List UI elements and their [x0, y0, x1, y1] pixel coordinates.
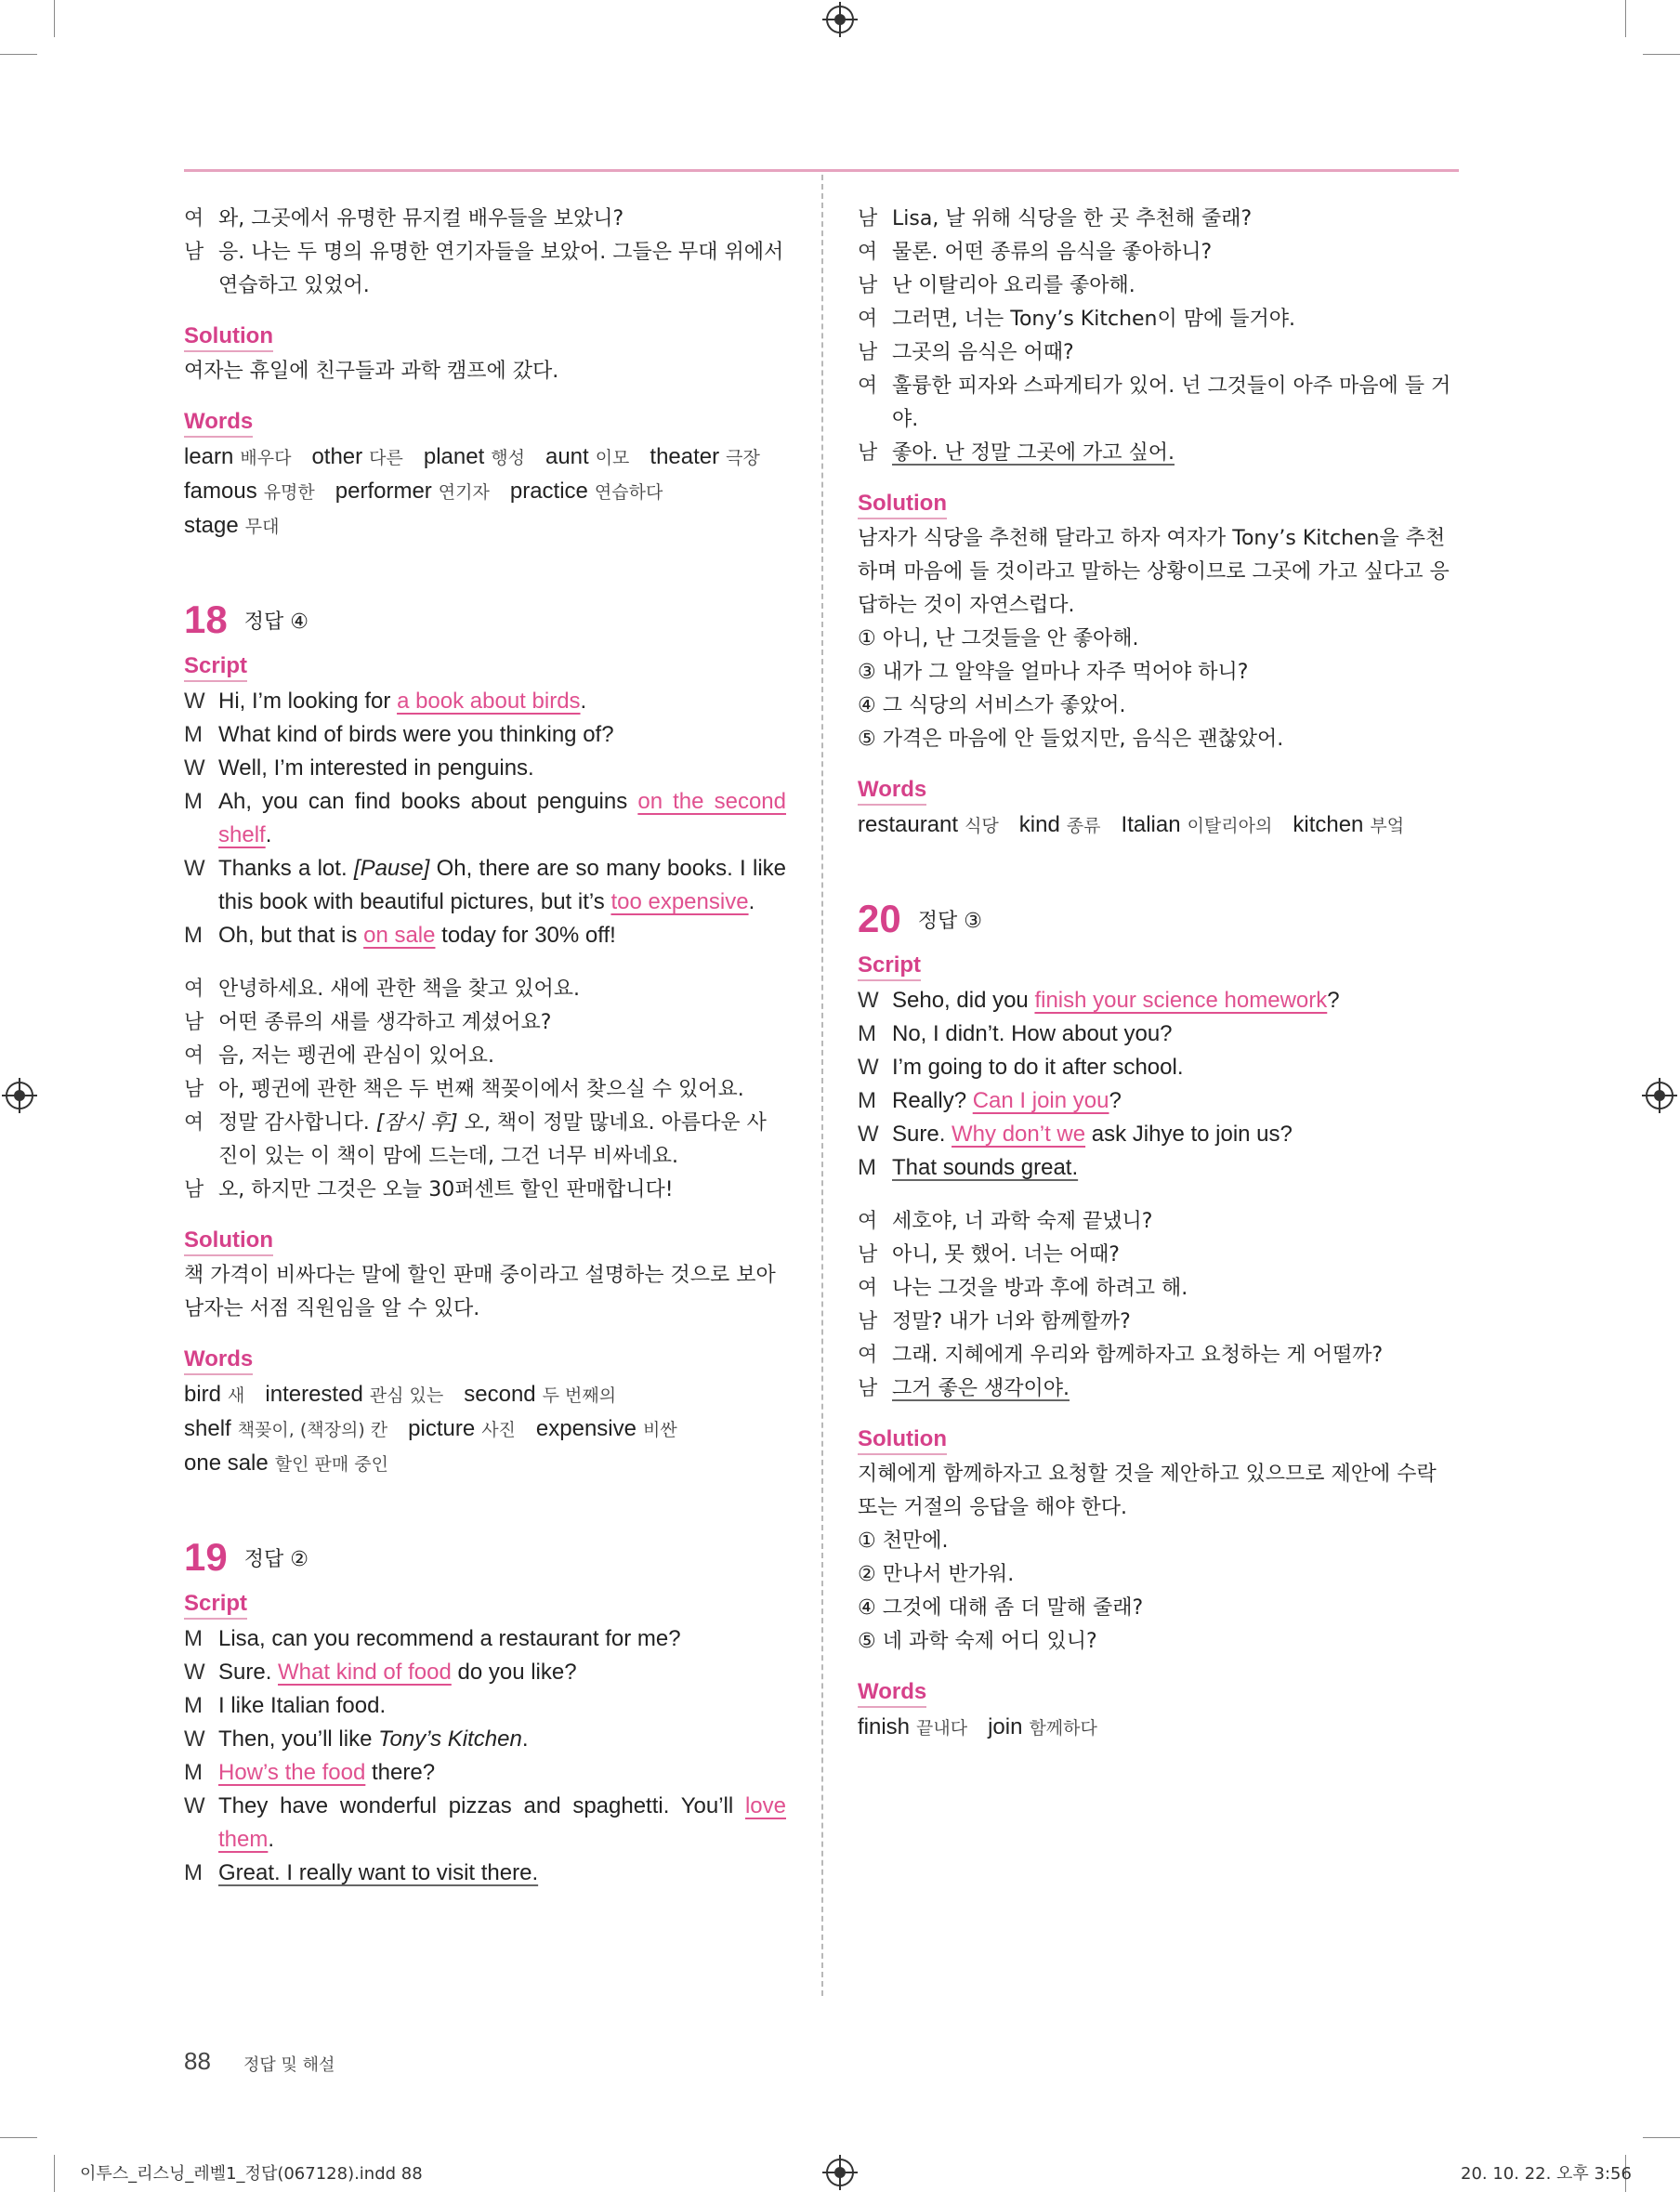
question-number: 19 [184, 1535, 228, 1579]
script-line: M What kind of birds were you thinking of? [184, 722, 614, 747]
script-heading: Script [184, 1591, 786, 1617]
script-line: M That sounds great. [858, 1155, 1079, 1180]
solution-heading: Solution [184, 1227, 786, 1254]
question-number: 20 [858, 897, 901, 940]
translation-line: 여 훌륭한 피자와 스파게티가 있어. 넌 그것들이 아주 마음에 들 거야. [858, 374, 1451, 431]
solution-heading: Solution [858, 1426, 1460, 1452]
script-line: M No, I didn’t. How about you? [858, 1021, 1173, 1046]
answer-label: 정답 ④ [243, 610, 308, 634]
crop-mark [0, 54, 37, 55]
translation-line: 남 오, 하지만 그것은 오늘 30퍼센트 할인 판매합니다! [184, 1178, 674, 1201]
script-line: M How’s the food there? [184, 1760, 436, 1785]
answer-label: 정답 ② [243, 1547, 308, 1571]
script-line: W Then, you’ll like Tony’s Kitchen. [184, 1726, 529, 1752]
script-heading: Script [858, 952, 1460, 978]
registration-mark-icon [826, 2159, 854, 2186]
script-line: M Great. I really want to visit there. [184, 1860, 539, 1885]
translation-line: 여 음, 저는 펭귄에 관심이 있어요. [184, 1044, 494, 1068]
crop-mark [1625, 0, 1626, 37]
script-line: M I like Italian food. [184, 1693, 387, 1718]
registration-mark-icon [826, 6, 854, 33]
translation-line: 남 그곳의 음식은 어때? [858, 341, 1074, 364]
question-number: 18 [184, 597, 228, 641]
words-heading: Words [858, 1679, 1460, 1705]
translation-line: 남 좋아. 난 정말 그곳에 가고 싶어. [858, 441, 1175, 465]
right-column [858, 203, 1460, 1745]
words-list: learn 배우다 other 다른 planet 행성 aunt 이모 theater 극장 famous 유명한 performer 연기자 practice 연습하다 stage 무대 [184, 444, 760, 538]
script-heading: Script [184, 653, 786, 679]
crop-mark [54, 2155, 55, 2192]
script-line: W Well, I’m interested in penguins. [184, 755, 534, 781]
crop-mark [0, 2137, 37, 2138]
script-line: W Sure. Why don’t we ask Jihye to join us? [858, 1122, 1293, 1147]
option-line: ② 만나서 반가워. [858, 1563, 1015, 1586]
crop-mark [1643, 54, 1680, 55]
words-list: restaurant 식당 kind 종류 Italian 이탈리아의 kitchen 부엌 [858, 812, 1405, 837]
script-line: M Really? Can I join you? [858, 1088, 1122, 1113]
option-line: ① 아니, 난 그것들을 안 좋아해. [858, 627, 1139, 650]
answer-label: 정답 ③ [917, 909, 982, 933]
script-line: M Oh, but that is on sale today for 30% off! [184, 923, 616, 948]
dialogue-line: 여 와, 그곳에서 유명한 뮤지컬 배우들을 보았니? [184, 207, 624, 230]
translation-line: 여 나는 그것을 방과 후에 하려고 해. [858, 1277, 1188, 1300]
solution-text: 책 가격이 비싸다는 말에 할인 판매 중이라고 설명하는 것으로 보아 남자는 서점 직원임을 알 수 있다. [184, 1264, 776, 1320]
question-header [858, 897, 1460, 949]
solution-text: 남자가 식당을 추천해 달라고 하자 여자가 Tony’s Kitchen을 추천하며 마음에 들 것이라고 말하는 상황이므로 그곳에 가고 싶다고 응답하는 것이 자연스럽다. [858, 527, 1450, 617]
translation-line: 남 난 이탈리아 요리를 좋아해. [858, 274, 1135, 297]
translation-line: 여 그러면, 너는 Tony’s Kitchen이 맘에 들거야. [858, 308, 1295, 331]
option-line: ③ 내가 그 알약을 얼마나 자주 먹어야 하니? [858, 661, 1249, 684]
script-line: M Lisa, can you recommend a restaurant for me? [184, 1626, 681, 1651]
script-line: W Hi, I’m looking for a book about birds. [184, 689, 587, 714]
translation-line: 여 그래. 지혜에게 우리와 함께하자고 요청하는 게 어떨까? [858, 1344, 1384, 1367]
page-label: 정답 및 해설 [243, 2055, 335, 2075]
option-line: ④ 그것에 대해 좀 더 말해 줄래? [858, 1596, 1144, 1620]
option-line: ⑤ 네 과학 숙제 어디 있니? [858, 1630, 1097, 1653]
dialogue-line: 남 응. 나는 두 명의 유명한 연기자들을 보았어. 그들은 무대 위에서 연습하고 있었어. [184, 241, 784, 297]
script-line: M Ah, you can find books about penguins on the second shelf. [184, 789, 786, 847]
translation-line: 남 그거 좋은 생각이야. [858, 1377, 1070, 1400]
option-line: ⑤ 가격은 마음에 안 들었지만, 음식은 괜찮았어. [858, 728, 1284, 751]
script-line: W They have wonderful pizzas and spaghetti. You’ll love them. [184, 1793, 786, 1852]
column-divider [821, 175, 823, 1996]
solution-text: 여자는 휴일에 친구들과 과학 캠프에 갔다. [184, 360, 559, 383]
file-slug: 이투스_리스닝_레벨1_정답(067128).indd 88 [80, 2164, 423, 2184]
words-list: bird 새 interested 관심 있는 second 두 번째의 shelf 책꽂이, (책장의) 칸 picture 사진 expensive 비싼 one sale 할인 판매 중인 [184, 1382, 677, 1476]
words-heading: Words [858, 777, 1460, 803]
header-rule [184, 169, 1459, 172]
translation-line: 여 정말 감사합니다. [잠시 후] 오, 책이 정말 많네요. 아름다운 사진이 있는 이 책이 맘에 드는데, 그건 너무 비싸네요. [184, 1111, 767, 1168]
option-line: ① 천만에. [858, 1529, 949, 1553]
question-header [184, 1535, 786, 1587]
registration-mark-icon [6, 1082, 33, 1109]
translation-line: 여 세호야, 너 과학 숙제 끝냈니? [858, 1210, 1153, 1233]
page-number: 88 [184, 2047, 211, 2075]
script-line: W Seho, did you finish your science homework? [858, 988, 1340, 1013]
crop-mark [54, 0, 55, 37]
left-column [184, 203, 786, 1890]
crop-mark [1643, 2137, 1680, 2138]
question-header [184, 597, 786, 650]
words-heading: Words [184, 1346, 786, 1372]
translation-line: 남 정말? 내가 너와 함께할까? [858, 1310, 1131, 1333]
words-heading: Words [184, 409, 786, 435]
translation-line: 남 아, 펭귄에 관한 책은 두 번째 책꽂이에서 찾으실 수 있어요. [184, 1078, 744, 1101]
translation-line: 여 안녕하세요. 새에 관한 책을 찾고 있어요. [184, 978, 580, 1001]
words-list: finish 끝내다 join 함께하다 [858, 1714, 1097, 1739]
registration-mark-icon [1646, 1082, 1673, 1109]
script-line: W Sure. What kind of food do you like? [184, 1660, 577, 1685]
translation-line: 남 어떤 종류의 새를 생각하고 계셨어요? [184, 1011, 552, 1034]
solution-text: 지혜에게 함께하자고 요청할 것을 제안하고 있으므로 제안에 수락 또는 거절의 응답을 해야 한다. [858, 1463, 1437, 1519]
option-line: ④ 그 식당의 서비스가 좋았어. [858, 694, 1126, 717]
script-line: W Thanks a lot. [Pause] Oh, there are so many books. I like this book with beautiful pictures, but it’s too expensive. [184, 856, 787, 914]
solution-heading: Solution [858, 491, 1460, 517]
solution-heading: Solution [184, 323, 786, 349]
translation-line: 남 Lisa, 날 위해 식당을 한 곳 추천해 줄래? [858, 207, 1253, 230]
translation-line: 남 아니, 못 했어. 너는 어때? [858, 1243, 1120, 1267]
print-timestamp: 20. 10. 22. 오후 3:56 [1461, 2164, 1632, 2184]
script-line: W I’m going to do it after school. [858, 1055, 1184, 1080]
translation-line: 여 물론. 어떤 종류의 음식을 좋아하니? [858, 241, 1213, 264]
